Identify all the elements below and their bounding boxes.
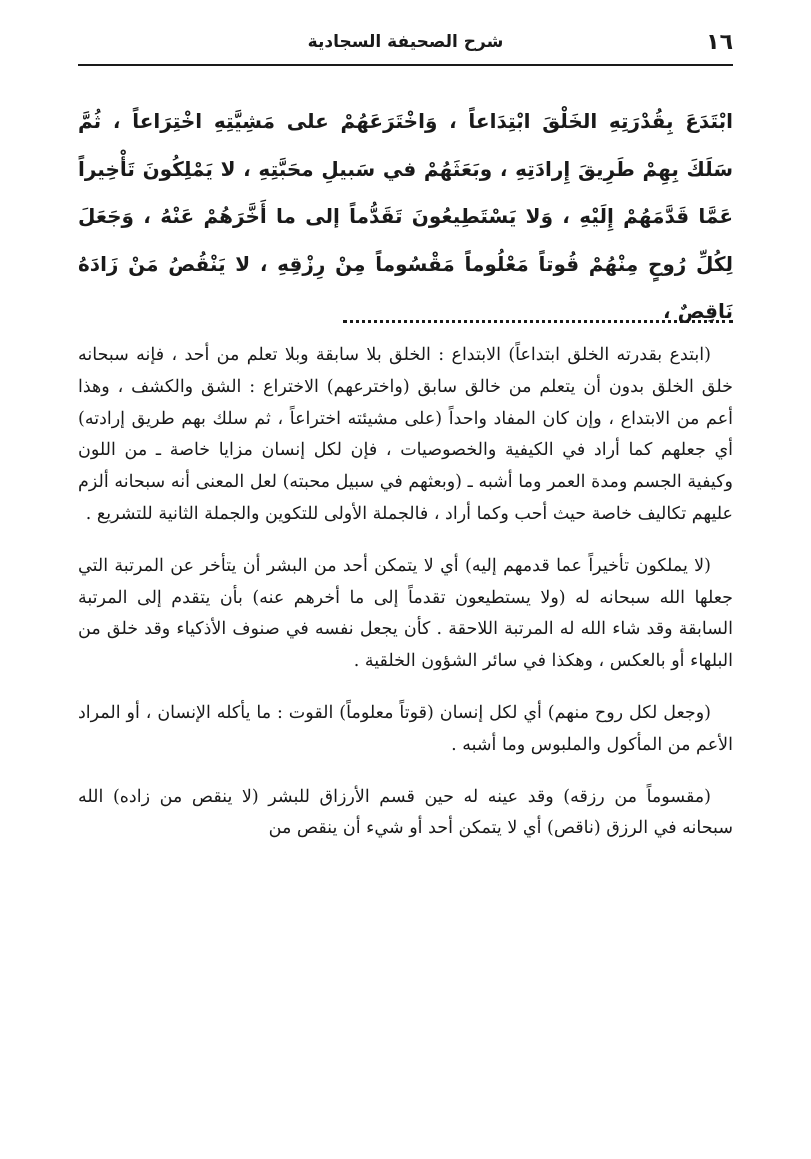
page-number: ١٦ [706,30,733,55]
supplication-text: ابْتَدَعَ بِقُدْرَتِهِ الخَلْقَ ابْتِدَاعاً ، وَاخْتَرَعَهُمْ على مَشِيَّتِهِ اخْتِرَاعاً ، ثُمَّ سَلَكَ بِهِمْ طَرِيقَ إِرادَتِهِ ، وبَعَثَهُمْ في سَبيلِ محَبَّتِهِ ، لا يَمْلِكُونَ تَأْخِيراً عَمَّا قَدَّمَهُمْ إِلَيْهِ ، وَلا يَسْتَطِيعُونَ تَقَدُّماً إلى ما أَخَّرَهُمْ عَنْهُ ، وَجَعَلَ لِكُلِّ رُوحٍ مِنْهُمْ قُوتاً مَعْلُوماً مَقْسُوماً مِنْ رِزْقِهِ ، لا يَنْقُصُ مَنْ زَادَهُ نَاقِصٌ ، [78,109,733,323]
page-header [78,30,733,66]
commentary-paragraph: (ابتدع بقدرته الخلق ابتداعاً) الابتداع : الخلق بلا سابقة وبلا تعلم من أحد ، فإنه سبحانه خلق الخلق بدون أن يتعلم من خالق سابق (واخترعهم) الاختراع : الشق والكشف ، وهذا أعم من الابتداع ، وإن كان المفاد واحداً (على مشيئته اختراعاً ، ثم سلك بهم طريق إرادته) أي جعلهم كما أراد في الكيفية والخصوصيات ، فإن لكل إنسان مزايا خاصة ـ من اللون وكيفية الجسم ومدة العمر وما أشبه ـ (وبعثهم في سبيل محبته) لعل المعنى أنه سبحانه ألزم عليهم تكاليف خاصة حيث أحب وكما أراد ، فالجملة الأولى للتكوين والجملة الثانية للتشريع . [78,345,733,524]
commentary [78,340,733,865]
commentary-paragraph: (لا يملكون تأخيراً عما قدمهم إليه) أي لا يتمكن أحد من البشر أن يتأخر عن المرتبة التي جعلها الله سبحانه له (ولا يستطيعون تقدماً إلى ما أخرهم عنه) بأن يتقدم إلى المرتبة السابقة وقد شاء الله له المرتبة اللاحقة . كأن يجعل نفسه في صنوف الأذكياء وقد خلق من البلهاء أو بالعكس ، وهكذا في سائر الشؤون الخلقية . [78,555,733,672]
commentary-paragraph: (مقسوماً من رزقه) وقد عينه له حين قسم الأرزاق للبشر (لا ينقص من زاده) الله سبحانه في الرزق (ناقص) أي لا يتمكن أحد أو شيء أن ينقص من [78,786,733,839]
running-title: شرح الصحيفة السجادية [307,32,504,52]
dotted-separator [343,320,733,323]
commentary-paragraph: (وجعل لكل روح منهم) أي لكل إنسان (قوتاً معلوماً) القوت : ما يأكله الإنسان ، أو المراد الأعم من المأكول والملبوس وما أشبه . [78,702,733,755]
